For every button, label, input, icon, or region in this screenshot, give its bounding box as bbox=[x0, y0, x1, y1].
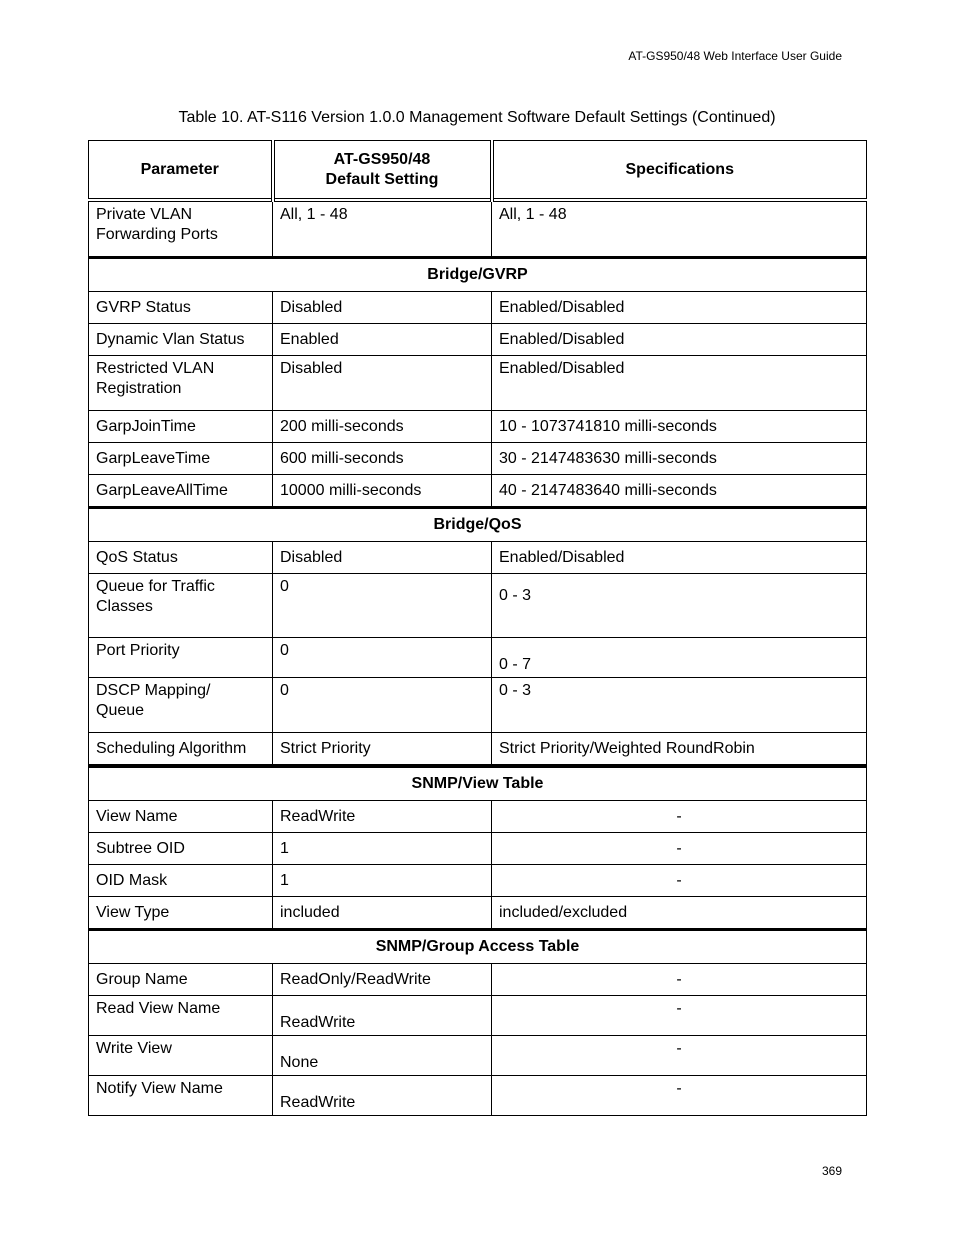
table-row bbox=[89, 678, 867, 733]
table-row bbox=[89, 1036, 867, 1076]
table-row bbox=[89, 411, 867, 443]
spec-cell: - bbox=[492, 996, 867, 1036]
param-cell: Subtree OID bbox=[89, 833, 273, 865]
table-row bbox=[89, 865, 867, 897]
default-cell: Disabled bbox=[273, 542, 492, 574]
default-cell: 1 bbox=[273, 865, 492, 897]
default-cell: Disabled bbox=[273, 292, 492, 324]
table-header-row bbox=[89, 141, 867, 201]
header-default-line2: Default Setting bbox=[325, 170, 439, 188]
default-settings-table bbox=[88, 140, 867, 1116]
default-cell: 0 bbox=[273, 574, 492, 638]
table-row bbox=[89, 356, 867, 411]
spec-cell: - bbox=[492, 865, 867, 897]
param-cell: GarpLeaveTime bbox=[89, 443, 273, 475]
spec-cell: included/excluded bbox=[492, 897, 867, 930]
spec-cell: Strict Priority/Weighted RoundRobin bbox=[492, 733, 867, 767]
param-cell: Dynamic Vlan Status bbox=[89, 324, 273, 356]
table-row bbox=[89, 475, 867, 508]
table-row bbox=[89, 574, 867, 638]
param-cell: Write View bbox=[89, 1036, 273, 1076]
page-number: 369 bbox=[821, 1164, 842, 1178]
param-cell: OID Mask bbox=[89, 865, 273, 897]
table-row bbox=[89, 292, 867, 324]
spec-cell: - bbox=[492, 801, 867, 833]
default-cell: 200 milli-seconds bbox=[273, 411, 492, 443]
default-cell: Strict Priority bbox=[273, 733, 492, 767]
param-cell: View Type bbox=[89, 897, 273, 930]
spec-cell: 0 - 3 bbox=[492, 678, 867, 733]
table-row bbox=[89, 1076, 867, 1116]
spec-cell: Enabled/Disabled bbox=[492, 324, 867, 356]
table-row bbox=[89, 801, 867, 833]
table-row bbox=[89, 996, 867, 1036]
spec-cell: Enabled/Disabled bbox=[492, 542, 867, 574]
param-cell: DSCP Mapping/ Queue bbox=[89, 678, 273, 733]
default-cell: 0 bbox=[273, 678, 492, 733]
table-row bbox=[89, 542, 867, 574]
spec-cell: - bbox=[492, 964, 867, 996]
default-cell: ReadWrite bbox=[273, 996, 492, 1036]
spec-cell: 0 - 3 bbox=[492, 574, 867, 638]
spec-cell: - bbox=[492, 833, 867, 865]
table-row bbox=[89, 200, 867, 258]
default-cell: included bbox=[273, 897, 492, 930]
param-cell: Notify View Name bbox=[89, 1076, 273, 1116]
section-header-bridge-qos: Bridge/QoS bbox=[89, 508, 867, 542]
default-cell: All, 1 - 48 bbox=[273, 200, 492, 258]
header-parameter: Parameter bbox=[89, 141, 273, 201]
default-cell: 10000 milli-seconds bbox=[273, 475, 492, 508]
spec-cell: 0 - 7 bbox=[492, 638, 867, 678]
default-cell: 0 bbox=[273, 638, 492, 678]
header-specifications: Specifications bbox=[492, 141, 867, 201]
param-cell: Port Priority bbox=[89, 638, 273, 678]
param-cell: Restricted VLAN Registration bbox=[89, 356, 273, 411]
header-default-line1: AT-GS950/48 bbox=[333, 150, 431, 168]
spec-cell: All, 1 - 48 bbox=[492, 200, 867, 258]
default-cell: None bbox=[273, 1036, 492, 1076]
table-row bbox=[89, 964, 867, 996]
param-cell: GarpLeaveAllTime bbox=[89, 475, 273, 508]
spec-cell: 30 - 2147483630 milli-seconds bbox=[492, 443, 867, 475]
running-header: AT-GS950/48 Web Interface User Guide bbox=[628, 49, 842, 63]
default-cell: 600 milli-seconds bbox=[273, 443, 492, 475]
table-row bbox=[89, 833, 867, 865]
spec-cell: - bbox=[492, 1036, 867, 1076]
spec-cell: - bbox=[492, 1076, 867, 1116]
table-caption: Table 10. AT-S116 Version 1.0.0 Management Software Default Settings (Continued) bbox=[178, 109, 776, 126]
header-default-setting bbox=[273, 141, 492, 201]
param-cell: Queue for Traffic Classes bbox=[89, 574, 273, 638]
table-row bbox=[89, 324, 867, 356]
spec-cell: 10 - 1073741810 milli-seconds bbox=[492, 411, 867, 443]
param-cell: GVRP Status bbox=[89, 292, 273, 324]
section-header-bridge-gvrp: Bridge/GVRP bbox=[89, 258, 867, 292]
param-cell: Group Name bbox=[89, 964, 273, 996]
default-cell: ReadWrite bbox=[273, 1076, 492, 1116]
table-row bbox=[89, 897, 867, 930]
spec-cell: 40 - 2147483640 milli-seconds bbox=[492, 475, 867, 508]
table-row bbox=[89, 443, 867, 475]
param-cell: GarpJoinTime bbox=[89, 411, 273, 443]
section-header-snmp-view-table: SNMP/View Table bbox=[89, 766, 867, 801]
param-cell: Private VLAN Forwarding Ports bbox=[89, 200, 273, 258]
default-cell: Enabled bbox=[273, 324, 492, 356]
param-cell: View Name bbox=[89, 801, 273, 833]
default-cell: ReadWrite bbox=[273, 801, 492, 833]
param-cell: Read View Name bbox=[89, 996, 273, 1036]
default-cell: 1 bbox=[273, 833, 492, 865]
table-row bbox=[89, 638, 867, 678]
section-header-snmp-group-access-table: SNMP/Group Access Table bbox=[89, 930, 867, 964]
default-cell: ReadOnly/ReadWrite bbox=[273, 964, 492, 996]
spec-cell: Enabled/Disabled bbox=[492, 292, 867, 324]
param-cell: Scheduling Algorithm bbox=[89, 733, 273, 767]
default-cell: Disabled bbox=[273, 356, 492, 411]
table-row bbox=[89, 733, 867, 767]
param-cell: QoS Status bbox=[89, 542, 273, 574]
spec-cell: Enabled/Disabled bbox=[492, 356, 867, 411]
